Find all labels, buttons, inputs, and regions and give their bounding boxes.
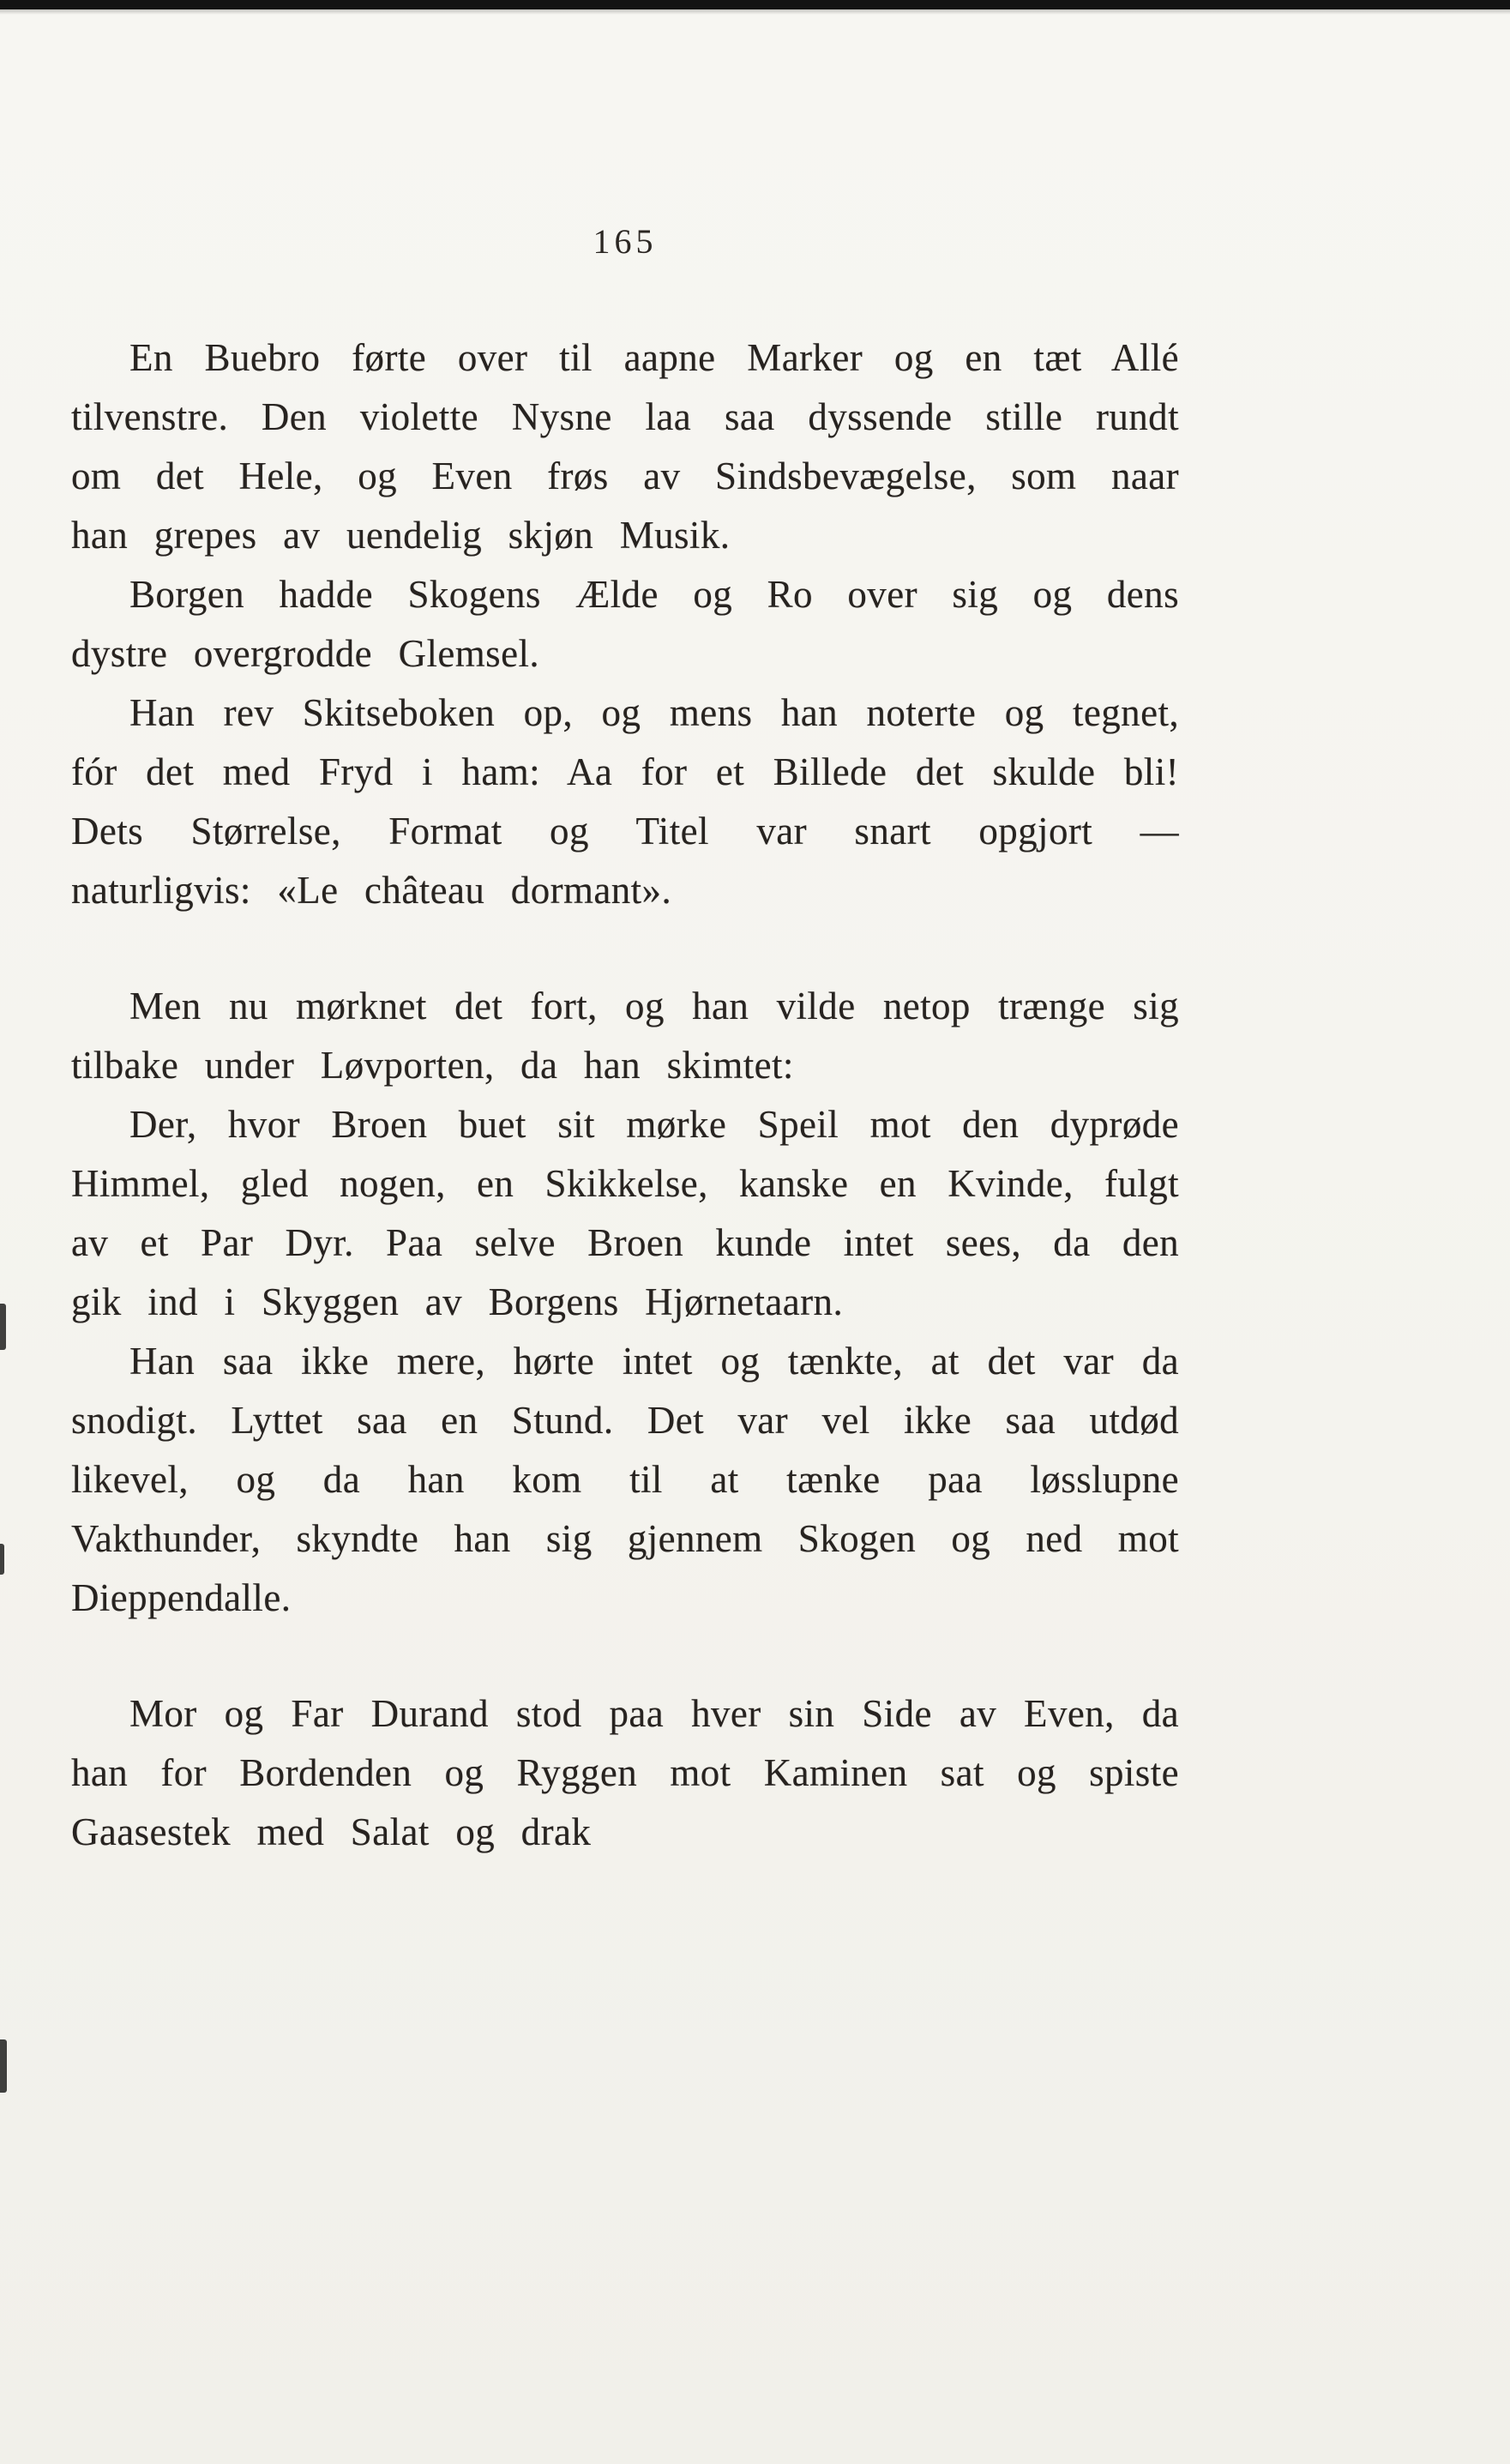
scan-artifact — [0, 2039, 7, 2093]
scan-artifact — [0, 1544, 4, 1575]
paragraph: Han saa ikke mere, hørte intet og tænkte, at det var da snodigt. Lyttet saa en Stund. Det var vel ikke saa utdød likevel, og da han kom til at tænke paa løsslupne Vakthunder, skyndte han sig gjennem Skogen og ned mot Dieppendalle. — [71, 1340, 1179, 1619]
page-content — [71, 221, 1179, 1862]
scan-artifact — [0, 1304, 6, 1350]
paragraph: Der, hvor Broen buet sit mørke Speil mot den dyprøde Himmel, gled nogen, en Skikkelse, kanske en Kvinde, fulgt av et Par Dyr. Paa selve Broen kunde intet sees, da den gik ind i Skyggen av Borgens Hjørnetaarn. — [71, 1103, 1179, 1323]
paragraph: Borgen hadde Skogens Ælde og Ro over sig og dens dystre overgrodde Glemsel. — [71, 573, 1179, 675]
paragraph: Han rev Skitseboken op, og mens han noterte og tegnet, fór det med Fryd i ham: Aa for et Billede det skulde bli! Dets Størrelse, Format og Titel var snart opgjort — naturligvis: «Le château dormant». — [71, 691, 1179, 912]
page-number: 165 — [593, 222, 658, 261]
paragraph: Mor og Far Durand stod paa hver sin Side av Even, da han for Bordenden og Ryggen mot Kaminen sat og spiste Gaasestek med Salat og drak — [71, 1692, 1179, 1853]
paragraph: En Buebro førte over til aapne Marker og en tæt Allé tilvenstre. Den violette Nysne laa saa dyssende stille rundt om det Hele, og Even frøs av Sindsbevægelse, som naar han grepes av uendelig skjøn Musik. — [71, 336, 1179, 557]
paragraph: Men nu mørknet det fort, og han vilde netop trænge sig tilbake under Løvporten, da han skimtet: — [71, 985, 1179, 1087]
scan-top-edge-shadow — [0, 9, 1510, 15]
scan-top-edge — [0, 0, 1510, 9]
